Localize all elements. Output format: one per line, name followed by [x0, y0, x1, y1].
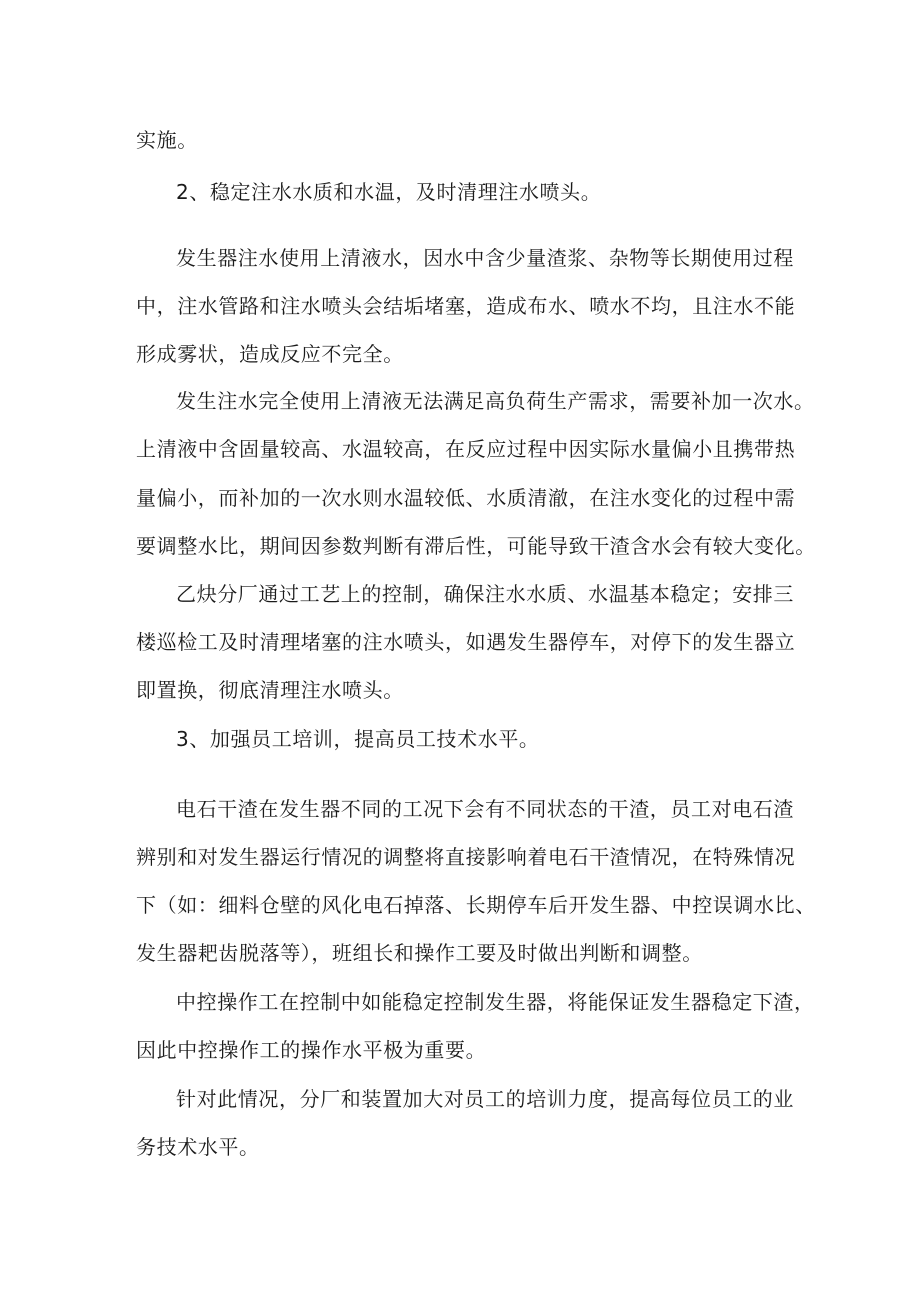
text-line: 辨别和对发生器运行情况的调整将直接影响着电石干渣情况，在特殊情况 — [136, 845, 796, 869]
text-line: 务技术水平。 — [136, 1135, 260, 1159]
text-line: 中控操作工在控制中如能稳定控制发生器，将能保证发生器稳定下渣， — [176, 990, 815, 1014]
text-line: 发生注水完全使用上清液无法满足高负荷生产需求，需要补加一次水。 — [176, 389, 815, 413]
text-line: 楼巡检工及时清理堵塞的注水喷头，如遇发生器停车，对停下的发生器立 — [136, 630, 796, 654]
text-line: 量偏小，而补加的一次水则水温较低、水质清澈，在注水变化的过程中需 — [136, 486, 796, 510]
text-line: 下（如：细料仓壁的风化电石掉落、长期停车后开发生器、中控误调水比、 — [136, 893, 816, 917]
text-line: 乙炔分厂通过工艺上的控制，确保注水水质、水温基本稳定；安排三 — [176, 582, 794, 606]
text-line: 即置换，彻底清理注水喷头。 — [136, 678, 404, 702]
section-heading: 3、加强员工培训，提高员工技术水平。 — [176, 727, 540, 751]
text-line: 因此中控操作工的操作水平极为重要。 — [136, 1038, 487, 1062]
text-line: 发生器耙齿脱落等），班组长和操作工要及时做出判断和调整。 — [136, 941, 703, 965]
text-line: 中，注水管路和注水喷头会结垢堵塞，造成布水、喷水不均，且注水不能 — [136, 294, 796, 318]
section-heading: 2、稳定注水水质和水温，及时清理注水喷头。 — [176, 180, 602, 204]
text-line: 要调整水比，期间因参数判断有滞后性，可能导致干渣含水会有较大变化。 — [136, 534, 816, 558]
text-line: 上清液中含固量较高、水温较高，在反应过程中因实际水量偏小且携带热 — [136, 437, 796, 461]
text-line: 形成雾状，造成反应不完全。 — [136, 342, 404, 366]
text-line: 发生器注水使用上清液水，因水中含少量渣浆、杂物等长期使用过程 — [176, 246, 794, 270]
text-line: 针对此情况，分厂和装置加大对员工的培训力度，提高每位员工的业 — [176, 1087, 794, 1111]
text-line: 实施。 — [136, 128, 198, 152]
text-line: 电石干渣在发生器不同的工况下会有不同状态的干渣，员工对电石渣 — [176, 797, 794, 821]
